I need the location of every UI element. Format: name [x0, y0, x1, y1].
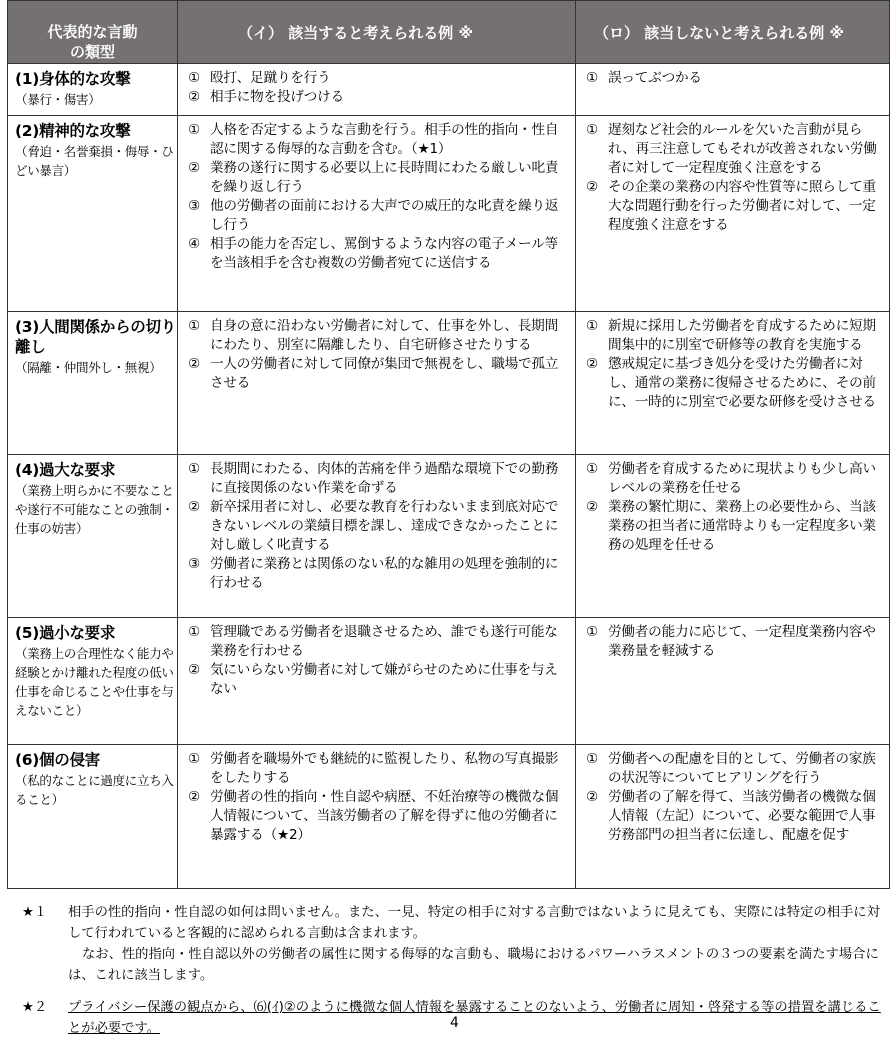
category-cell — [8, 64, 178, 116]
item-number: ③ — [188, 556, 200, 572]
list-item — [188, 69, 569, 88]
category-cell — [8, 116, 178, 312]
category-name: 過大な要求 — [39, 461, 116, 479]
list-item — [188, 788, 569, 845]
list-item — [188, 498, 569, 555]
category-description: （業務上の合理性なく能力や経験とかけ離れた程度の低い仕事を命じることや仕事を与えないこと） — [15, 646, 174, 718]
item-number: ② — [586, 356, 598, 372]
category-title — [15, 460, 177, 480]
applicable-examples-cell — [178, 312, 576, 455]
not-applicable-examples-cell — [576, 455, 890, 618]
item-text: 長期間にわたる、肉体的苦痛を伴う過酷な環境下での勤務に直接関係のない作業を命ずる — [210, 461, 559, 496]
category-cell — [8, 618, 178, 745]
category-description: （業務上明らかに不要なことや遂行不可能なことの強制・仕事の妨害） — [15, 483, 174, 536]
category-cell — [8, 312, 178, 455]
applicable-examples-cell — [178, 745, 576, 889]
list-item — [188, 661, 569, 699]
item-number: ① — [188, 751, 200, 767]
item-text: 相手の能力を否定し、罵倒するような内容の電子メール等を当該相手を含む複数の労働者宛てに送信する — [210, 236, 558, 271]
list-item — [188, 555, 569, 593]
footnote-1-extra — [22, 944, 892, 986]
list-item — [188, 121, 569, 159]
table-row — [8, 312, 890, 455]
item-number: ① — [188, 318, 200, 334]
category-name: 過小な要求 — [39, 624, 116, 642]
item-number: ① — [188, 461, 200, 477]
item-number: ② — [188, 789, 200, 805]
category-name: 人間関係からの切り離し — [15, 318, 176, 356]
list-item — [586, 460, 883, 498]
list-item — [586, 178, 883, 235]
category-number: (5) — [15, 624, 40, 642]
item-text: 一人の労働者に対して同僚が集団で無視をし、職場で孤立させる — [210, 356, 559, 391]
item-text: 労働者を育成するために現状よりも少し高いレベルの業務を任せる — [608, 461, 876, 496]
list-item — [586, 750, 883, 788]
list-item — [586, 355, 883, 412]
list-item — [188, 355, 569, 393]
table-row — [8, 745, 890, 889]
category-description: （暴行・傷害） — [15, 92, 101, 107]
item-text: 遅刻など社会的ルールを欠いた言動が見られ、再三注意してもそれが改善されない労働者に対して一定程度強く注意をする — [608, 122, 877, 176]
item-number: ② — [188, 662, 200, 678]
footnote-1-text: 相手の性的指向・性自認の如何は問いません。また、一見、特定の相手に対する言動ではないように見えても、実際には特定の相手に対して行われていると客観的に認められる言動は含まれます。 — [68, 905, 880, 941]
list-item — [586, 121, 883, 178]
item-text: 殴打、足蹴りを行う — [210, 70, 331, 86]
item-number: ② — [586, 499, 598, 515]
category-title — [15, 121, 177, 141]
item-text: 他の労働者の面前における大声での威圧的な叱責を繰り返し行う — [210, 198, 559, 233]
item-text: 労働者の性的指向・性自認や病歴、不妊治療等の機微な個人情報について、当該労働者の了解を得ずに他の労働者に暴露する（★2） — [210, 789, 559, 843]
item-text: 相手に物を投げつける — [210, 89, 344, 105]
category-number: (2) — [15, 122, 40, 140]
page-number: 4 — [450, 1015, 459, 1031]
item-number: ① — [586, 70, 598, 86]
table-row — [8, 618, 890, 745]
category-description: （脅迫・名誉棄損・侮辱・ひどい暴言） — [15, 144, 174, 178]
footnote-1-extra-text: なお、性的指向・性自認以外の労働者の属性に関する侮辱的な言動も、職場におけるパワーハラスメントの３つの要素を満たす場合には、これに該当します。 — [68, 947, 879, 983]
list-item — [188, 159, 569, 197]
category-title — [15, 317, 177, 357]
category-title — [15, 69, 177, 89]
category-name: 身体的な攻撃 — [39, 70, 131, 88]
item-text: 労働者に業務とは関係のない私的な雑用の処理を強制的に行わせる — [210, 556, 559, 591]
category-description: （隔離・仲間外し・無視） — [15, 360, 162, 375]
list-item — [586, 69, 883, 88]
not-applicable-examples-cell — [576, 312, 890, 455]
item-text: 気にいらない労働者に対して嫌がらせのために仕事を与えない — [210, 662, 558, 697]
item-text: 業務の繁忙期に、業務上の必要性から、当該業務の担当者に通常時よりも一定程度多い業務の処理を任せる — [608, 499, 876, 553]
item-number: ① — [188, 624, 200, 640]
category-title — [15, 750, 177, 770]
not-applicable-examples-cell — [576, 116, 890, 312]
footnote-1 — [22, 902, 892, 944]
category-number: (1) — [15, 70, 40, 88]
applicable-examples-cell — [178, 618, 576, 745]
item-text: その企業の業務の内容や性質等に照らして重大な問題行動を行った労働者に対して、一定程度強く注意をする — [608, 179, 876, 233]
footnote-1-marker: ★１ — [22, 905, 48, 920]
list-item — [188, 197, 569, 235]
category-description: （私的なことに過度に立ち入ること） — [15, 773, 174, 807]
footnote-2-marker: ★２ — [22, 1000, 48, 1015]
list-item — [586, 317, 883, 355]
list-item — [188, 235, 569, 273]
category-name: 精神的な攻撃 — [39, 122, 131, 140]
item-text: 労働者を職場外でも継続的に監視したり、私物の写真撮影をしたりする — [210, 751, 559, 786]
item-text: 業務の遂行に関する必要以上に長時間にわたる厳しい叱責を繰り返し行う — [210, 160, 559, 195]
item-number: ③ — [188, 198, 200, 214]
item-number: ② — [188, 160, 200, 176]
footnote-2-text: プライバシー保護の観点から、⑹(ｲ)②のように機微な個人情報を暴露することのないよう、労働者に周知・啓発する等の措置を講じることが必要です。 — [68, 1000, 881, 1036]
item-text: 自身の意に沿わない労働者に対して、仕事を外し、長期間にわたり、別室に隔離したり、自宅研修させたりする — [210, 318, 558, 353]
header-not-applicable: （ロ） 該当しないと考えられる例 ※ — [576, 1, 890, 64]
header-applicable: （イ） 該当すると考えられる例 ※ — [178, 1, 576, 64]
applicable-examples-cell — [178, 64, 576, 116]
item-number: ④ — [188, 236, 200, 252]
category-title — [15, 623, 177, 643]
item-number: ① — [586, 751, 598, 767]
list-item — [188, 460, 569, 498]
list-item — [188, 88, 569, 107]
item-number: ① — [586, 122, 598, 138]
table-row — [8, 116, 890, 312]
item-text: 労働者の了解を得て、当該労働者の機微な個人情報（左記）について、必要な範囲で人事労務部門の担当者に伝達し、配慮を促す — [608, 789, 876, 843]
item-text: 人格を否定するような言動を行う。相手の性的指向・性自認に関する侮辱的な言動を含む。（★1） — [210, 122, 559, 157]
list-item — [586, 498, 883, 555]
list-item — [188, 750, 569, 788]
item-number: ② — [188, 356, 200, 372]
not-applicable-examples-cell — [576, 745, 890, 889]
item-number: ② — [188, 499, 200, 515]
item-text: 労働者の能力に応じて、一定程度業務内容や業務量を軽減する — [608, 624, 876, 659]
applicable-examples-cell — [178, 455, 576, 618]
item-text: 新卒採用者に対し、必要な教育を行わないまま到底対応できないレベルの業績目標を課し、達成できなかったことに対し厳しく叱責する — [210, 499, 559, 553]
item-text: 管理職である労働者を退職させるため、誰でも遂行可能な業務を行わせる — [210, 624, 558, 659]
item-number: ① — [586, 624, 598, 640]
table-row — [8, 455, 890, 618]
list-item — [586, 623, 883, 661]
item-number: ② — [586, 789, 598, 805]
item-text: 労働者への配慮を目的として、労働者の家族の状況等についてヒアリングを行う — [608, 751, 876, 786]
category-number: (6) — [15, 751, 40, 769]
item-text: 誤ってぶつかる — [608, 70, 702, 86]
applicable-examples-cell — [178, 116, 576, 312]
item-number: ① — [188, 122, 200, 138]
not-applicable-examples-cell — [576, 64, 890, 116]
table-row — [8, 64, 890, 116]
category-cell — [8, 455, 178, 618]
category-number: (3) — [15, 318, 40, 336]
item-text: 懲戒規定に基づき処分を受けた労働者に対し、通常の業務に復帰させるために、その前に、一時的に別室で必要な研修を受けさせる — [608, 356, 876, 410]
list-item — [188, 623, 569, 661]
item-number: ① — [586, 461, 598, 477]
category-cell — [8, 745, 178, 889]
category-number: (4) — [15, 461, 40, 479]
item-number: ② — [586, 179, 598, 195]
category-name: 個の侵害 — [39, 751, 100, 769]
list-item — [188, 317, 569, 355]
item-number: ② — [188, 89, 200, 105]
item-number: ① — [586, 318, 598, 334]
table-header-row — [8, 1, 890, 64]
header-category: 代表的な言動 の類型 — [8, 1, 178, 64]
item-text: 新規に採用した労働者を育成するために短期間集中的に別室で研修等の教育を実施する — [608, 318, 876, 353]
item-number: ① — [188, 70, 200, 86]
list-item — [586, 788, 883, 845]
harassment-examples-table — [7, 0, 890, 889]
not-applicable-examples-cell — [576, 618, 890, 745]
